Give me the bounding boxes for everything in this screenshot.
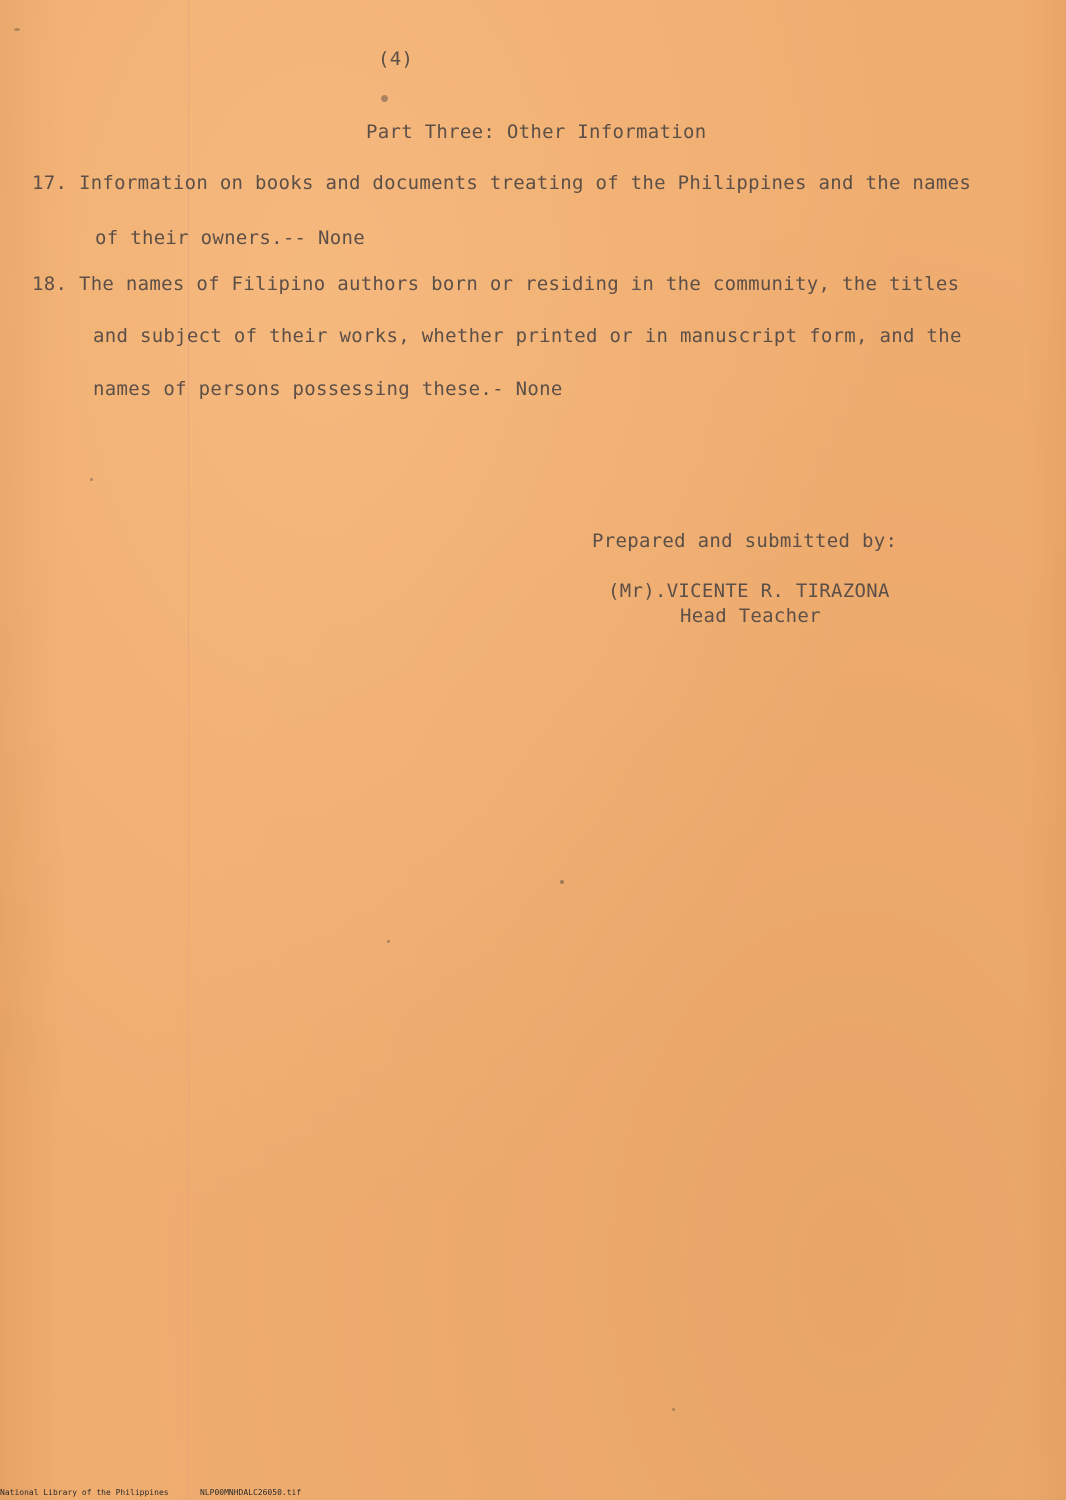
scan-footer xyxy=(0,1488,1066,1498)
signatory-title: Head Teacher xyxy=(680,605,821,627)
scan-filename: NLP00MNHDALC26050.tif xyxy=(200,1488,302,1497)
library-credit: National Library of the Philippines xyxy=(0,1488,169,1497)
section-title: Part Three: Other Information xyxy=(366,121,707,143)
page-number: (4) xyxy=(378,48,414,70)
prepared-by-line: Prepared and submitted by: xyxy=(592,530,898,552)
item-18-line-2: and subject of their works, whether printed or in manuscript form, and the xyxy=(93,325,962,347)
item-18-line-1: 18. The names of Filipino authors born or residing in the community, the titles xyxy=(32,273,960,295)
item-18-line-3: names of persons possessing these.- None xyxy=(93,378,563,400)
faint-margin-line xyxy=(188,0,189,1500)
item-17-line-1: 17. Information on books and documents treating of the Philippines and the names xyxy=(32,172,972,194)
item-17-line-2: of their owners.-- None xyxy=(95,227,365,249)
signatory-name: (Mr).VICENTE R. TIRAZONA xyxy=(608,580,890,602)
